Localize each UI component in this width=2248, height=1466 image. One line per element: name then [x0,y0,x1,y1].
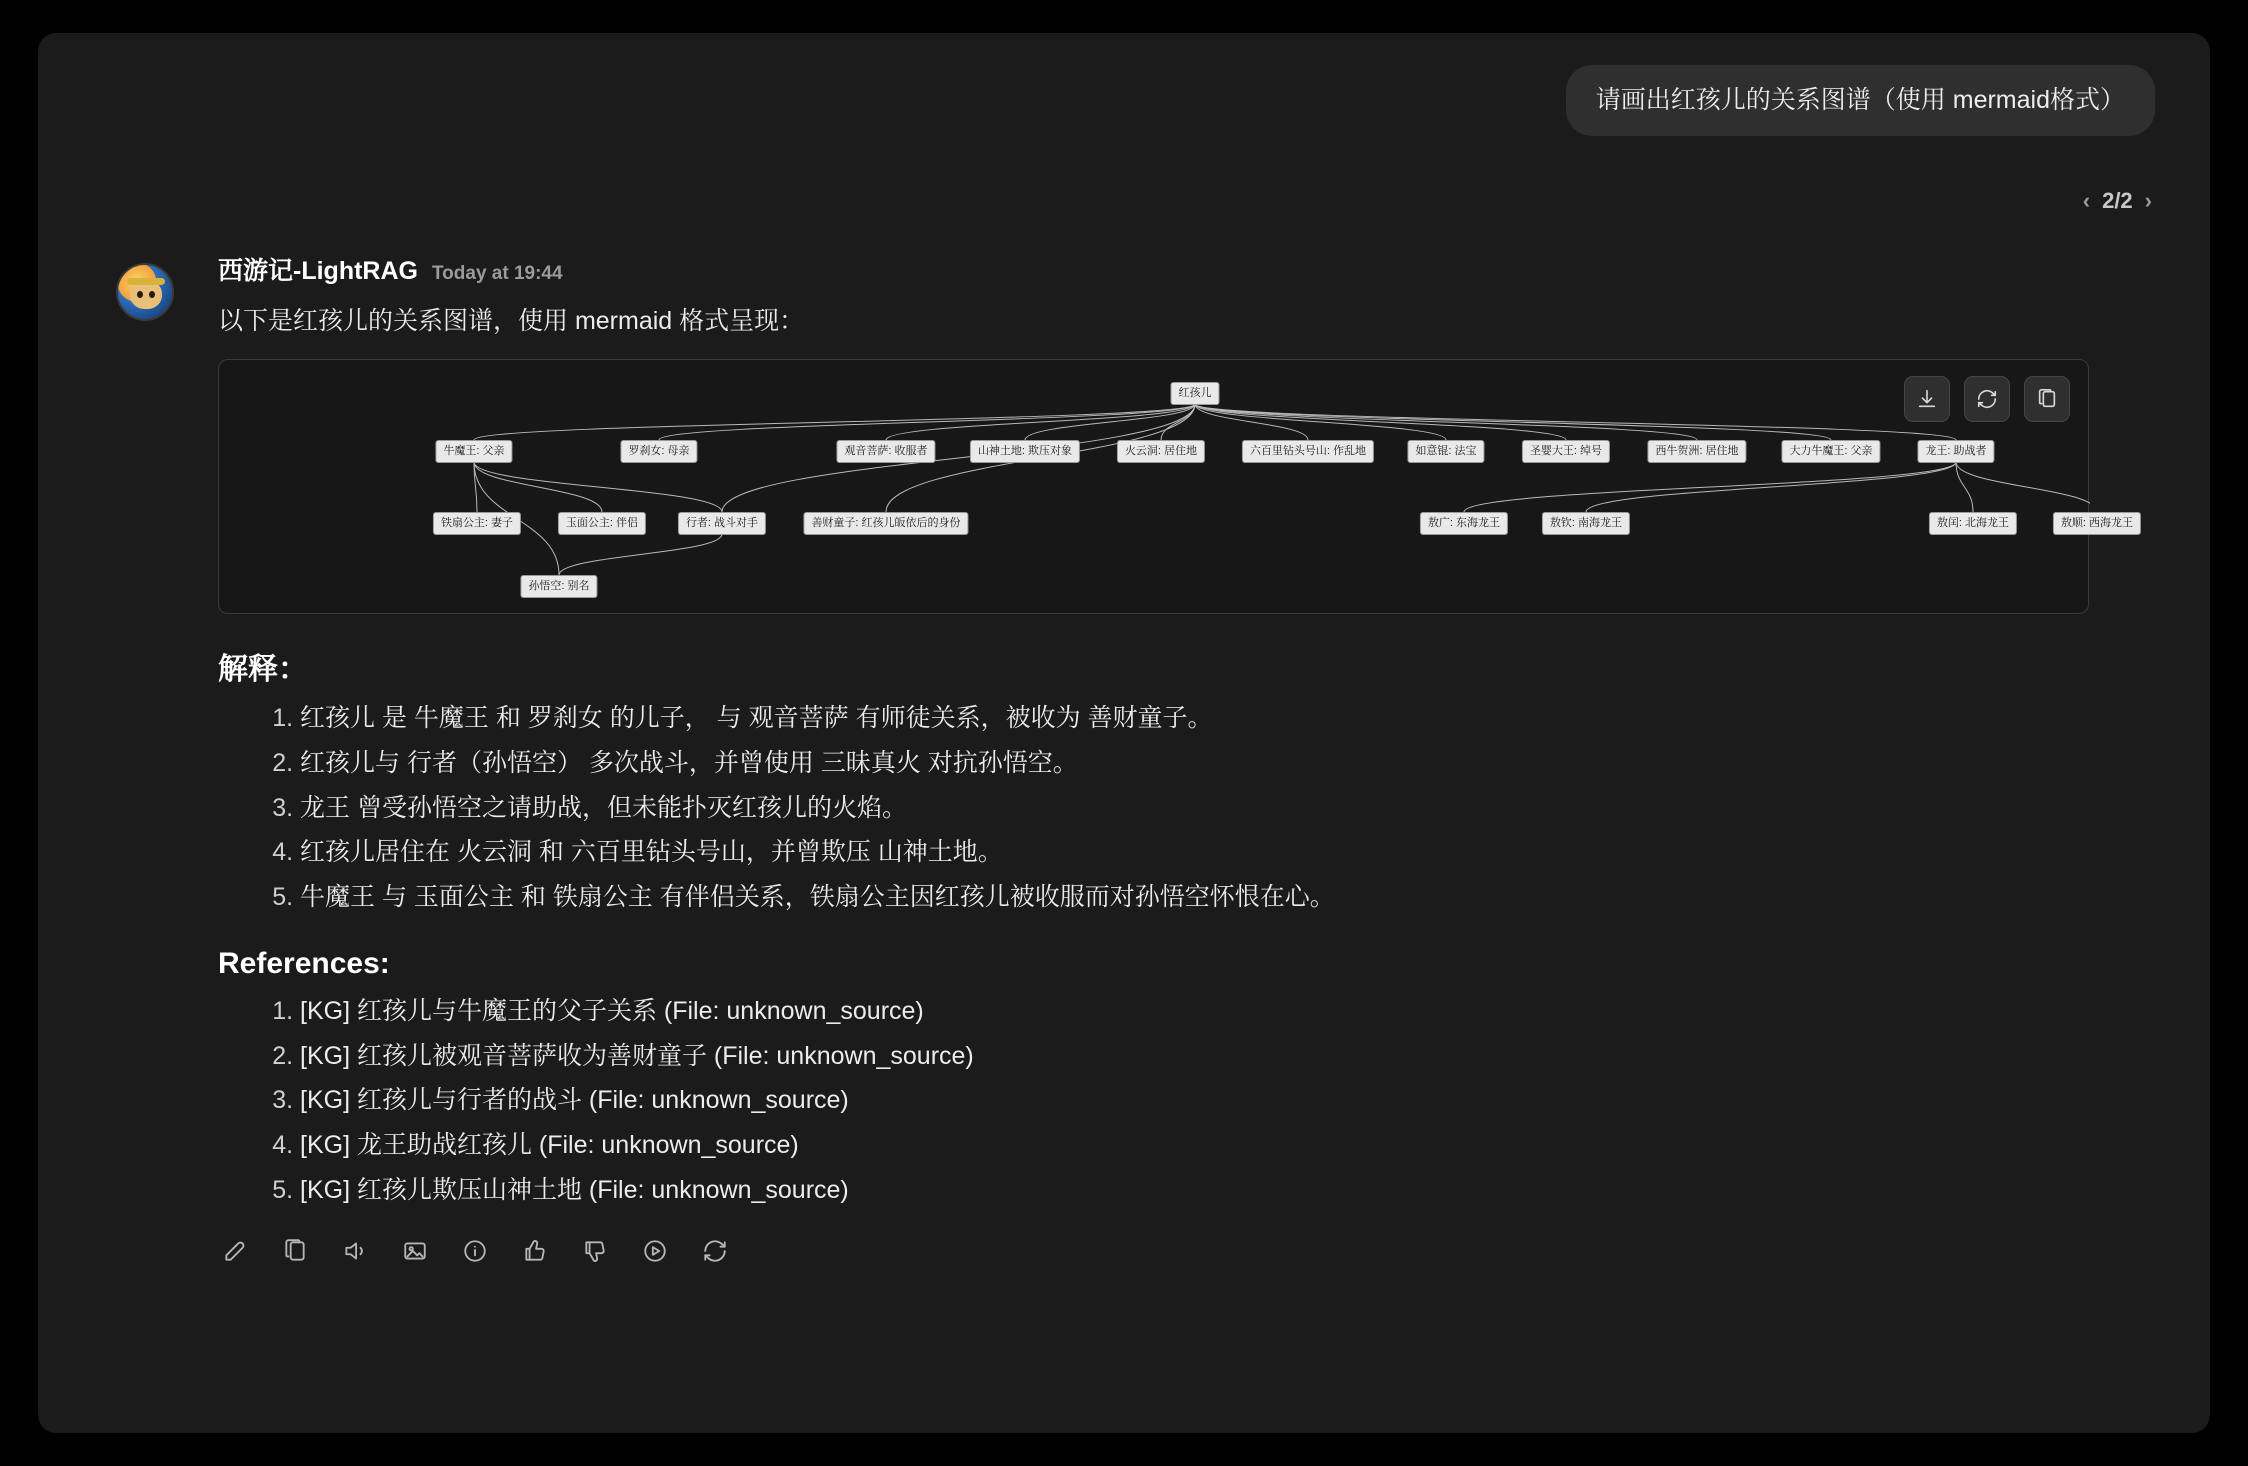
assistant-intro-text: 以下是红孩儿的关系图谱，使用 mermaid 格式呈现： [218,307,805,335]
refresh-icon[interactable] [1964,376,2010,422]
graph-node: 六百里钻头号山: 作乱地 [1242,440,1374,463]
graph-node: 敖顺: 西海龙王 [2053,512,2141,535]
chat-window [38,33,2210,1433]
play-icon[interactable] [638,1234,672,1268]
mermaid-diagram-panel [218,359,2134,614]
assistant-name: 西游记-LightRAG [218,257,418,285]
info-icon[interactable] [458,1234,492,1268]
pager-prev-icon[interactable]: ‹ [2082,188,2091,213]
pager-next-icon[interactable]: › [2144,188,2152,213]
graph-node: 如意锟: 法宝 [1407,440,1484,463]
thumbs-down-icon[interactable] [578,1234,612,1268]
graph-node: 大力牛魔王: 父亲 [1781,440,1880,463]
assistant-message [116,251,2150,1268]
graph-node: 行者: 战斗对手 [678,512,766,535]
diagram-toolbar [1904,376,2070,422]
explanation-list [256,702,2150,915]
graph-node: 敖钦: 南海龙王 [1542,512,1630,535]
graph-node: 红孩儿 [1171,382,1220,405]
explanation-item: 2. 红孩儿与 行者（孙悟空） 多次战斗，并曾使用 三昧真火 对抗孙悟空。 [300,747,2150,781]
reference-item: 4. [KG] 龙王助战红孩儿 (File: unknown_source) [300,1129,2150,1163]
reference-item: 1. [KG] 红孩儿与牛魔王的父子关系 (File: unknown_source) [300,995,2150,1029]
relationship-graph [219,360,2134,613]
reference-item: 5. [KG] 红孩儿欺压山神土地 (File: unknown_source) [300,1174,2150,1208]
graph-node: 龙王: 助战者 [1917,440,1994,463]
graph-node: 敖闰: 北海龙王 [1929,512,2017,535]
reference-item: 2. [KG] 红孩儿被观音菩萨收为善财童子 (File: unknown_source) [300,1040,2150,1074]
explanation-item: 1. 红孩儿 是 牛魔王 和 罗刹女 的儿子， 与 观音菩萨 有师徒关系，被收为 善财童子。 [300,702,2150,736]
avatar [116,263,174,321]
message-pager [2083,188,2152,214]
references-title: References: [218,946,390,980]
edit-icon[interactable] [218,1234,252,1268]
avatar-band [127,278,165,285]
graph-node: 玉面公主: 伴侣 [558,512,646,535]
explanation-item: 4. 红孩儿居住在 火云洞 和 六百里钻头号山，并曾欺压 山神土地。 [300,836,2150,870]
reference-item: 3. [KG] 红孩儿与行者的战斗 (File: unknown_source) [300,1084,2150,1118]
pager-label: 2/2 [2102,188,2133,213]
graph-node: 铁扇公主: 妻子 [433,512,521,535]
avatar-eye-left [137,291,143,298]
avatar-eye-right [149,291,155,298]
graph-edges [219,360,2090,615]
regenerate-icon[interactable] [698,1234,732,1268]
thumbs-up-icon[interactable] [518,1234,552,1268]
copy-icon[interactable] [278,1234,312,1268]
explanation-item: 5. 牛魔王 与 玉面公主 和 铁扇公主 有伴侣关系，铁扇公主因红孩儿被收服而对孙悟空怀恨在心。 [300,881,2150,915]
explanation-title: 解释： [218,653,308,686]
graph-node: 敖广: 东海龙王 [1420,512,1508,535]
graph-node: 善财童子: 红孩儿皈依后的身份 [803,512,968,535]
graph-node: 西牛贺洲: 居住地 [1647,440,1746,463]
explanation-item: 3. 龙王 曾受孙悟空之请助战，但未能扑灭红孩儿的火焰。 [300,792,2150,826]
user-message-bubble: 请画出红孩儿的关系图谱（使用 mermaid格式） [1566,65,2155,136]
message-action-bar [218,1234,2150,1268]
graph-node: 牛魔王: 父亲 [435,440,512,463]
graph-node: 火云洞: 居住地 [1117,440,1205,463]
graph-node: 观音菩萨: 收服者 [836,440,935,463]
image-icon[interactable] [398,1234,432,1268]
references-list [256,995,2150,1208]
graph-node: 孙悟空: 别名 [520,575,597,598]
download-icon[interactable] [1904,376,1950,422]
speaker-icon[interactable] [338,1234,372,1268]
graph-node: 山神土地: 欺压对象 [970,440,1080,463]
copy-icon[interactable] [2024,376,2070,422]
assistant-meta [218,251,2150,287]
graph-node: 罗刹女: 母亲 [620,440,697,463]
user-message-row [1566,65,2155,136]
assistant-timestamp: Today at 19:44 [431,263,563,284]
graph-node: 圣婴大王: 绰号 [1522,440,1610,463]
